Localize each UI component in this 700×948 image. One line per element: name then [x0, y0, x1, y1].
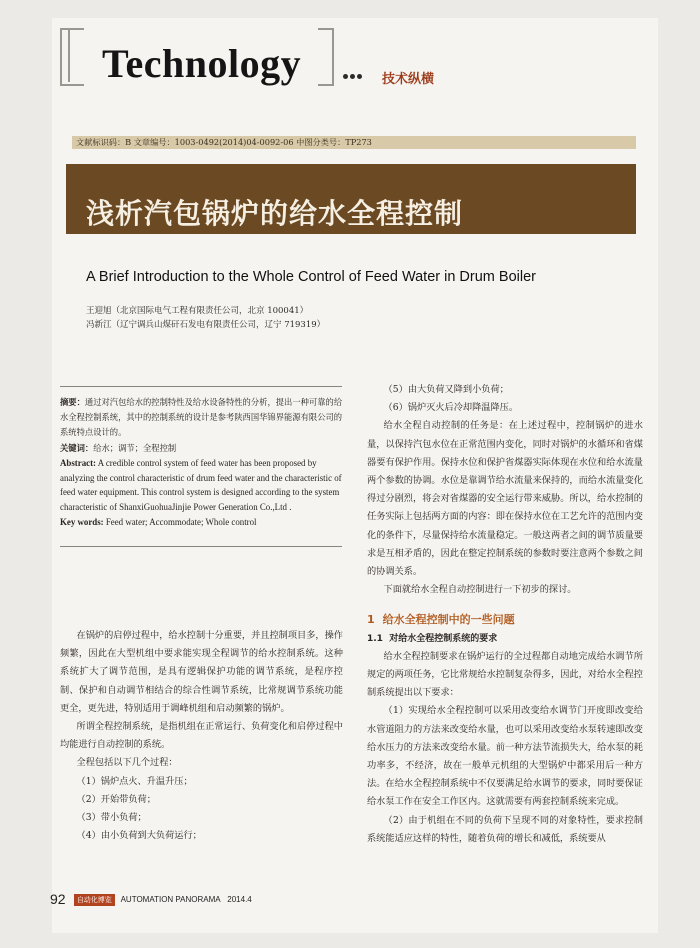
- abstract-block: [60, 395, 345, 530]
- keywords-en-text: Feed water; Accommodate; Whole control: [105, 517, 257, 527]
- keywords-en: [60, 515, 345, 530]
- left-paragraph-3: 全程包括以下几个过程：: [76, 757, 178, 769]
- left-paragraph-1: 在锅炉的启停过程中，给水控制十分重要，并且控制项目多，操作频繁，因此在大型机组中要求能实现全程调节的给水控制系统。这种系统扩大了调节范围，是具有逻辑保护功能的调节系统，是程序控制、保护和自动调节相结合的综合性调节系统，比常规调节系统功能更全，更先进，特别适用于调峰机组和启动频繁的锅炉。: [60, 630, 343, 714]
- left-paragraph-2: 所谓全程控制系统，是指机组在正常运行、负荷变化和启停过程中均能进行自动控制的系统。: [60, 721, 343, 751]
- abstract-en: [60, 456, 345, 515]
- page-number: 92: [50, 891, 66, 907]
- author-list: [86, 304, 325, 332]
- right-paragraph-2: 下面就给水全程自动控制进行一下初步的探讨。: [383, 584, 577, 596]
- right-paragraph-5: （2）由于机组在不同的负荷下呈现不同的对象特性，要求控制系统能适应这样的特性，随着负荷的增长和减低，系统要从: [367, 814, 643, 844]
- left-bracket-inner-line: [68, 28, 70, 82]
- right-bracket-decoration: [318, 28, 334, 86]
- keywords-cn-label: 关键词：: [60, 442, 94, 453]
- page-footer: [50, 891, 252, 907]
- abstract-en-label: Abstract:: [60, 457, 96, 468]
- section-title-en: Technology: [102, 41, 302, 86]
- list-item: （4）由小负荷到大负荷运行；: [76, 830, 202, 842]
- keywords-cn: [60, 441, 345, 456]
- abstract-cn-text: 通过对汽包给水的控制特性及给水设备特性的分析，提出一种可靠的给水全程控制系统，其中的控制系统的设计是参考陕西国华锦界能源有限公司的系统特点设计的。: [60, 397, 343, 438]
- list-item: （1）锅炉点火、升温升压；: [76, 775, 193, 787]
- list-item: （5）由大负荷又降到小负荷；: [383, 384, 509, 395]
- section-heading-1-1: [367, 630, 643, 648]
- right-paragraph-3: 给水全程控制要求在锅炉运行的全过程都自动地完成给水调节所规定的两项任务，它比常规给水控制复杂得多，因此，对给水全程控制系统提出以下要求：: [367, 650, 643, 699]
- right-paragraph-4: （1）实现给水全程控制可以采用改变给水调节门开度即改变给水管道阻力的方法来改变给水量，也可以采用改变给水泵转速即改变给水压力的方法来改变给水量。前一种方法节流损失大，给水泵的耗功率多，不经济，故在一般单元机组的大型锅炉中都采用后一种方法。在给水全程控制系统中不仅要满足给水调节的要求，同时要保证给水泵工作在安全工作区内。这就需要有两套控制系统来完成。: [367, 705, 643, 808]
- section-heading-1-1-number: 1.1: [367, 633, 383, 644]
- article-title-cn: 浅析汽包锅炉的给水全程控制: [86, 197, 464, 230]
- keywords-en-label: Key words:: [60, 517, 104, 527]
- journal-issue: 2014.4: [227, 895, 252, 904]
- section-heading-1-number: 1: [367, 613, 375, 627]
- abstract-top-rule: [60, 386, 342, 387]
- abstract-en-text: A credible control system of feed water has been proposed by analyzing the control characteristic of drum feed water and the characteristic of feed water equipment. This control system is designed according to the system characteristic of ShanxiGuohuaJinjie Power Generation Co.,Ltd .: [60, 457, 342, 513]
- section-title-cn: 技术纵横: [382, 72, 435, 87]
- keywords-cn-text: 给水；调节；全程控制: [93, 442, 177, 453]
- reference-info-bar: 文献标识码：B 文章编号：1003-0492(2014)04-0092-06 中图分类号：TP273: [72, 136, 636, 149]
- abstract-cn: [60, 395, 345, 441]
- article-title-en: A Brief Introduction to the Whole Control of Feed Water in Drum Boiler: [86, 269, 536, 285]
- list-item: （2）开始带负荷；: [76, 793, 156, 805]
- abstract-bottom-rule: [60, 546, 342, 547]
- abstract-cn-label: 摘要：: [60, 397, 85, 407]
- journal-name: AUTOMATION PANORAMA: [120, 895, 221, 904]
- section-heading-1-1-text: 对给水全程控制系统的要求: [389, 633, 498, 644]
- left-column: [60, 627, 343, 845]
- author-1: 王迎旭（北京国际电气工程有限责任公司，北京 100041）: [86, 306, 309, 316]
- right-paragraph-1: 给水全程自动控制的任务是：在上述过程中，控制锅炉的进水量，以保持汽包水位在正常范围内变化，同时对锅炉的水循环和省煤器要有保护作用。保持水位和保护省煤器实际体现在水位和给水流量两个参数的协调。水位是靠调节给水流量来保持的，而给水流量变化得过分剧烈，将会对省煤器的安全运行带来威胁。所以，给水控制的任务实际上包括两方面的内容：即在保持水位在工艺允许的范围内变化的条件下，尽量保持给水流量稳定。一般这两者之间的调节质量要求是互相矛盾的，因此在整定控制系统的参数时要注意两个参数之间的协调关系。: [367, 420, 643, 578]
- journal-logo: 自动化博览: [74, 894, 115, 906]
- left-bracket-decoration: [60, 28, 84, 86]
- list-item: （3）带小负荷；: [76, 812, 147, 824]
- right-column: [367, 381, 643, 848]
- list-item: （6）锅炉灭火后冷却降温降压。: [383, 402, 519, 414]
- section-heading-1: [367, 611, 643, 629]
- author-2: 冯新江（辽宁调兵山煤矸石发电有限责任公司，辽宁 719319）: [86, 320, 326, 330]
- dots-icon: [342, 64, 363, 83]
- section-heading-1-text: 给水全程控制中的一些问题: [382, 613, 515, 627]
